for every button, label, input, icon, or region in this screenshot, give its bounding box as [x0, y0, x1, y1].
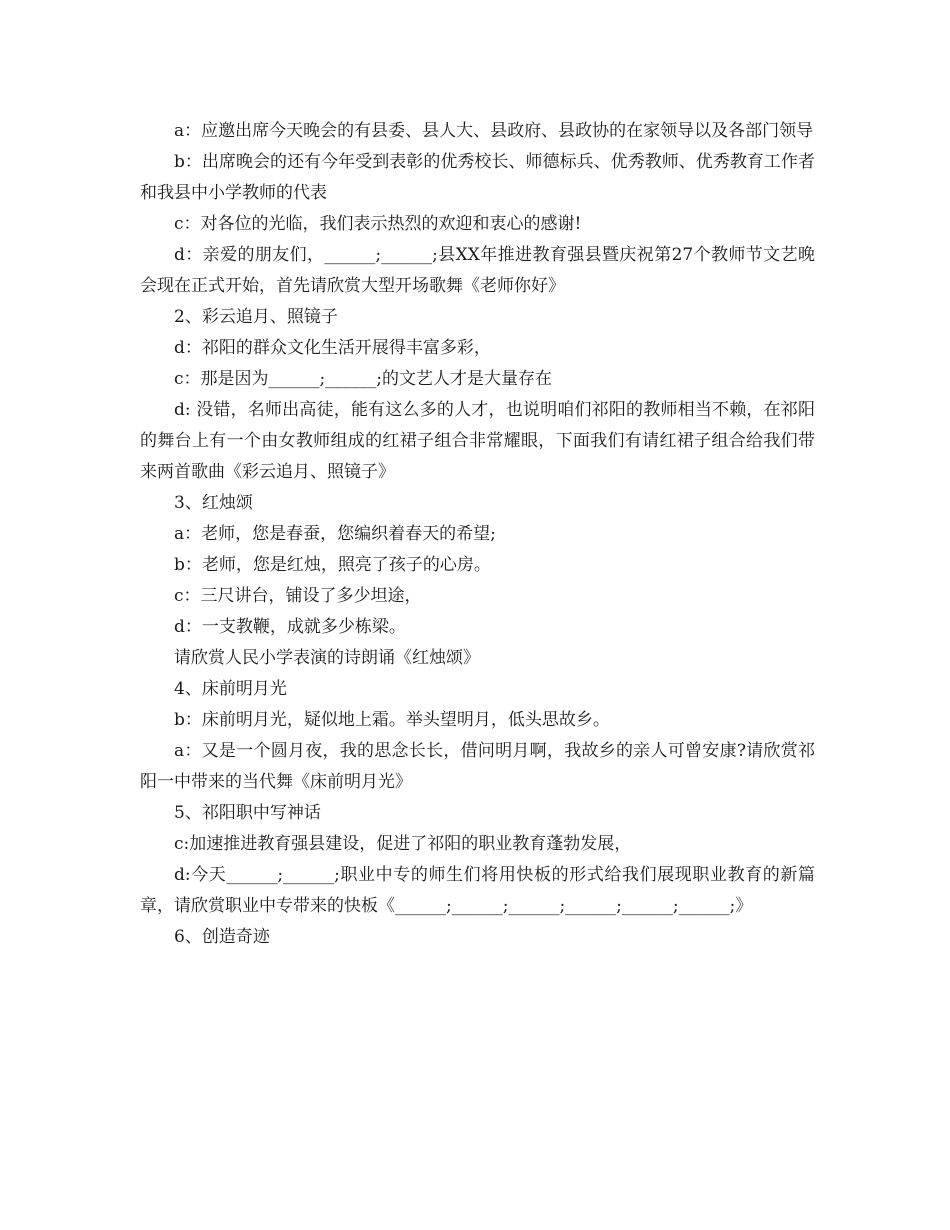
paragraph: a：老师，您是春蚕，您编织着春天的希望;: [174, 524, 496, 544]
section-heading: 5、祁阳职中写神话: [174, 803, 321, 823]
paragraph: d:今天______;______;职业中专的师生们将用快板的形式给我们展现职业教育的新篇章，请欣赏职业中专带来的快板《______;______;______;______;______;______;》: [140, 865, 815, 916]
paragraph: d：一支教鞭，成就多少栋梁。: [174, 617, 406, 637]
paragraph: c：那是因为______;______;的文艺人才是大量存在: [174, 369, 552, 389]
paragraph: d：祁阳的群众文化生活开展得丰富多彩，: [174, 338, 491, 358]
paragraph: d：亲爱的朋友们，______;______;县XX年推进教育强县暨庆祝第27个教师节文艺晚会现在正式开始，首先请欣赏大型开场歌舞《老师你好》: [140, 245, 815, 296]
document-body: [140, 116, 815, 953]
paragraph: c:加速推进教育强县建设，促进了祁阳的职业教育蓬勃发展，: [174, 834, 632, 854]
paragraph: c：对各位的光临，我们表示热烈的欢迎和衷心的感谢!: [174, 214, 582, 234]
paragraph: b：老师，您是红烛，照亮了孩子的心房。: [174, 555, 491, 575]
paragraph: a：应邀出席今天晚会的有县委、县人大、县政府、县政协的在家领导以及各部门领导: [174, 121, 814, 141]
paragraph: d: 没错，名师出高徒，能有这么多的人才，也说明咱们祁阳的教师相当不赖，在祁阳的舞台上有一个由女教师组成的红裙子组合非常耀眼，下面我们有请红裙子组合给我们带来两首歌曲《彩云追月、照镜子》: [140, 400, 815, 482]
paragraph: b：出席晚会的还有今年受到表彰的优秀校长、师德标兵、优秀教师、优秀教育工作者和我县中小学教师的代表: [140, 152, 815, 203]
section-heading: 6、创造奇迹: [174, 927, 270, 947]
section-heading: 3、红烛颂: [174, 493, 253, 513]
paragraph: c：三尺讲台，铺设了多少坦途，: [174, 586, 422, 606]
section-heading: 4、床前明月光: [174, 679, 287, 699]
paragraph: 请欣赏人民小学表演的诗朗诵《红烛颂》: [174, 648, 480, 668]
paragraph: b：床前明月光，疑似地上霜。举头望明月，低头思故乡。: [174, 710, 610, 730]
section-heading: 2、彩云追月、照镜子: [174, 307, 338, 327]
paragraph: a：又是一个圆月夜，我的思念长长，借问明月啊，我故乡的亲人可曾安康?请欣赏祁阳一中带来的当代舞《床前明月光》: [140, 741, 815, 792]
